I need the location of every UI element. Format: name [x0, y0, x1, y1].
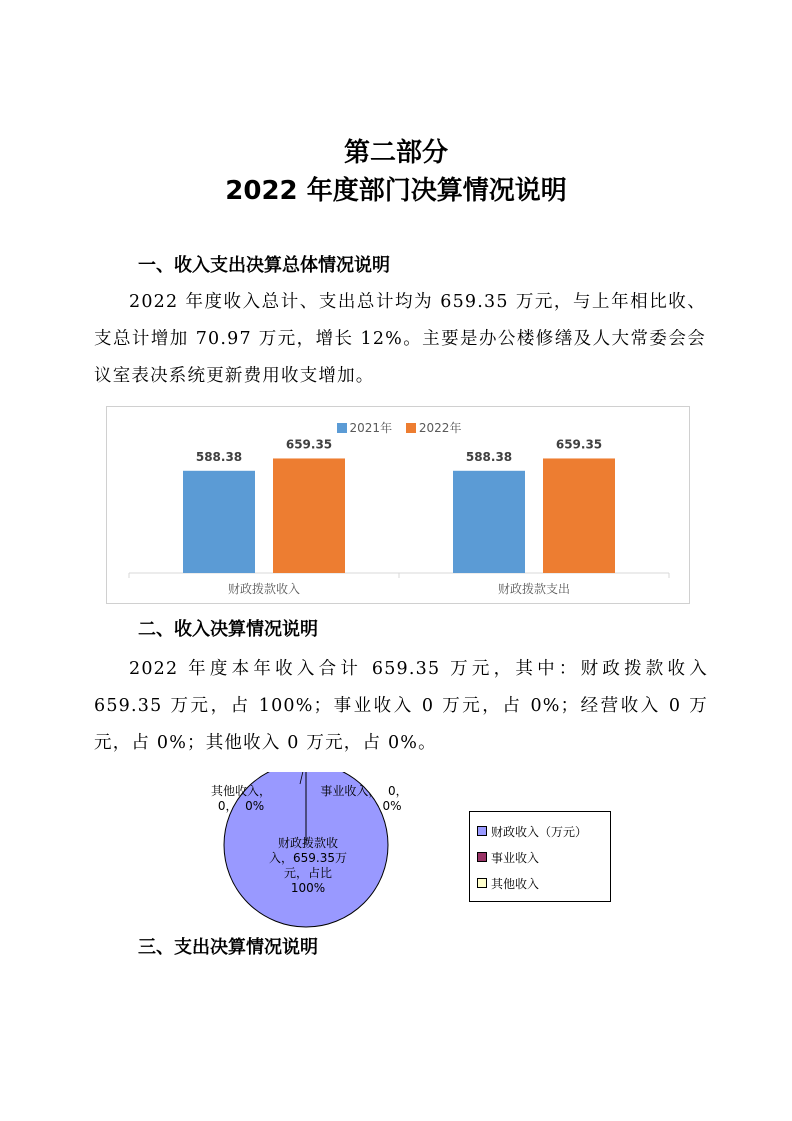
pie-legend-label-other: 其他收入: [491, 877, 540, 891]
bar-2022-1: [543, 458, 615, 573]
bar-chart: [106, 406, 690, 604]
legend-swatch-caizheng: [477, 826, 487, 836]
legend-label-2022: 2022年: [418, 421, 462, 435]
data-label: 588.38: [465, 449, 513, 464]
page-subtitle: 2022 年度部门决算情况说明: [225, 176, 567, 206]
legend-swatch-other: [477, 878, 487, 888]
section2-heading: 二、收入决算情况说明: [138, 619, 318, 640]
section1-heading: 一、收入支出决算总体情况说明: [138, 255, 390, 276]
pie-label-main-line2: 入，659.35万: [269, 851, 347, 865]
bar-2022-0: [273, 458, 345, 573]
legend-label-2021: 2021年: [349, 421, 393, 435]
bar-chart-svg: [107, 407, 691, 605]
pie-label-main-line4: 100%: [290, 881, 326, 895]
pie-label-main: [260, 836, 356, 896]
bar-2021-0: [183, 471, 255, 573]
pie-label-main-line3: 元，占比: [283, 866, 332, 880]
pie-label-main-line1: 财政拨款收: [277, 836, 338, 850]
pie-legend-item-shiye: [477, 850, 539, 866]
legend-swatch-shiye: [477, 852, 487, 862]
pie-label-other: [204, 784, 278, 814]
pie-chart: [200, 772, 440, 928]
pie-legend-label-shiye: 事业收入: [491, 851, 540, 865]
x-tick-label: 财政拨款支出: [497, 582, 571, 596]
pie-legend: [469, 811, 611, 902]
section1-paragraph: 2022 年度收入总计、支出总计均为 659.35 万元，与上年相比收、支总计增加 70.97 万元，增长 12%。主要是办公楼修缮及人大常委会会议室表决系统更新费用收支增加。: [94, 292, 706, 386]
data-label: 588.38: [195, 449, 243, 464]
pie-label-other-line2: 0， 0%: [217, 799, 265, 813]
pie-label-shiye-line1: 事业收入， 0，: [320, 784, 408, 798]
pie-legend-item-caizheng: [477, 824, 587, 840]
pie-legend-item-other: [477, 876, 539, 892]
section3-heading: 三、支出决算情况说明: [138, 937, 318, 958]
page-title: 第二部分: [343, 138, 448, 168]
x-tick-label: 财政拨款收入: [227, 582, 301, 596]
pie-label-shiye-line2: 0%: [382, 799, 402, 813]
section2-paragraph: 2022 年度本年收入合计 659.35 万元，其中：财政拨款收入 659.35 万元，占 100%；事业收入 0 万元，占 0%；经营收入 0 万元，占 0%；其他收入 0 万元，占 0%。: [94, 659, 708, 753]
pie-label-shiye: [316, 784, 412, 814]
pie-legend-label-caizheng: 财政收入（万元）: [491, 825, 588, 839]
pie-label-other-line1: 其他收入，: [210, 784, 271, 798]
data-label: 659.35: [555, 437, 603, 452]
data-label: 659.35: [285, 437, 333, 452]
bar-2021-1: [453, 471, 525, 573]
